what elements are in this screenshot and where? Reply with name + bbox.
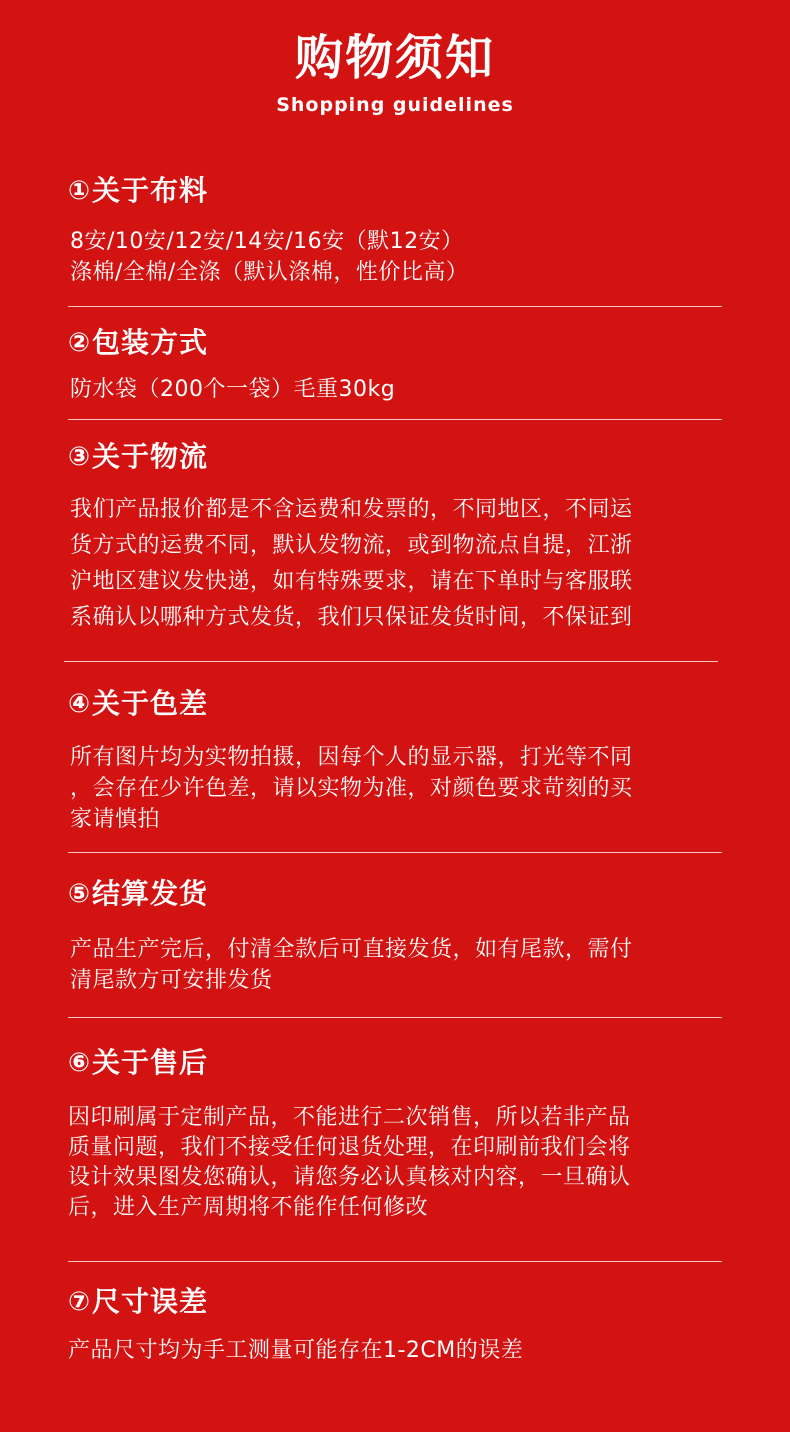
section-number: ②: [68, 328, 91, 358]
body-line: 质量问题，我们不接受任何退货处理，在印刷前我们会将: [68, 1135, 631, 1160]
body-line: 后，进入生产周期将不能作任何修改: [68, 1195, 429, 1220]
section-title: 结算发货: [92, 877, 209, 910]
body-line: 系确认以哪种方式发货，我们只保证发货时间，不保证到: [70, 605, 633, 630]
body-line: 货方式的运费不同，默认发物流，或到物流点自提，江浙: [70, 533, 633, 558]
section-heading-fabric: [68, 174, 208, 208]
section-heading-packaging: [68, 326, 208, 360]
section-body-color-difference: [70, 742, 633, 835]
section-title: 尺寸误差: [92, 1285, 209, 1318]
section-number: ①: [68, 176, 91, 206]
body-line: 沪地区建议发快递，如有特殊要求，请在下单时与客服联: [70, 569, 633, 594]
section-number: ④: [68, 689, 91, 719]
section-title: 包装方式: [92, 326, 209, 359]
body-line: 所有图片均为实物拍摄，因每个人的显示器，打光等不同: [70, 745, 633, 770]
section-number: ⑦: [68, 1287, 91, 1317]
divider: [64, 661, 718, 662]
section-heading-logistics: [68, 440, 208, 474]
body-line: 家请慎拍: [70, 807, 161, 832]
section-number: ⑥: [68, 1048, 91, 1078]
section-heading-after-sales: [68, 1046, 208, 1080]
page-title: 购物须知: [294, 30, 495, 86]
section-body-fabric: [70, 226, 468, 288]
section-heading-size-error: [68, 1285, 208, 1319]
body-line: ，会存在少许色差，请以实物为准，对颜色要求苛刻的买: [70, 776, 633, 801]
divider: [68, 419, 722, 420]
body-line: 产品生产完后，付清全款后可直接发货，如有尾款，需付: [70, 937, 633, 962]
section-body-packaging: [70, 374, 395, 405]
body-line: 防水袋（200个一袋）毛重30kg: [70, 377, 396, 402]
body-line: 因印刷属于定制产品，不能进行二次销售，所以若非产品: [68, 1105, 631, 1130]
section-body-settlement: [70, 934, 633, 996]
body-line: 我们产品报价都是不含运费和发票的，不同地区，不同运: [70, 497, 633, 522]
divider: [68, 306, 722, 307]
section-title: 关于售后: [92, 1046, 209, 1079]
divider: [68, 852, 722, 853]
body-line: 清尾款方可安排发货: [70, 968, 273, 993]
page-subtitle: Shopping guidelines: [276, 94, 514, 116]
section-title: 关于物流: [92, 440, 209, 473]
section-heading-settlement: [68, 877, 208, 911]
section-number: ③: [68, 442, 91, 472]
section-number: ⑤: [68, 879, 91, 909]
section-title: 关于布料: [92, 174, 209, 207]
body-line: 8安/10安/12安/14安/16安（默12安）: [70, 229, 464, 254]
section-body-logistics: [70, 492, 633, 636]
divider: [68, 1017, 722, 1018]
section-title: 关于色差: [92, 687, 209, 720]
body-line: 产品尺寸均为手工测量可能存在1-2CM的误差: [68, 1338, 524, 1363]
section-heading-color-difference: [68, 687, 208, 721]
section-body-after-sales: [68, 1103, 631, 1223]
section-body-size-error: [68, 1335, 523, 1366]
divider: [68, 1261, 722, 1262]
body-line: 涤棉/全棉/全涤（默认涤棉，性价比高）: [70, 260, 469, 285]
body-line: 设计效果图发您确认，请您务必认真核对内容，一旦确认: [68, 1165, 631, 1190]
